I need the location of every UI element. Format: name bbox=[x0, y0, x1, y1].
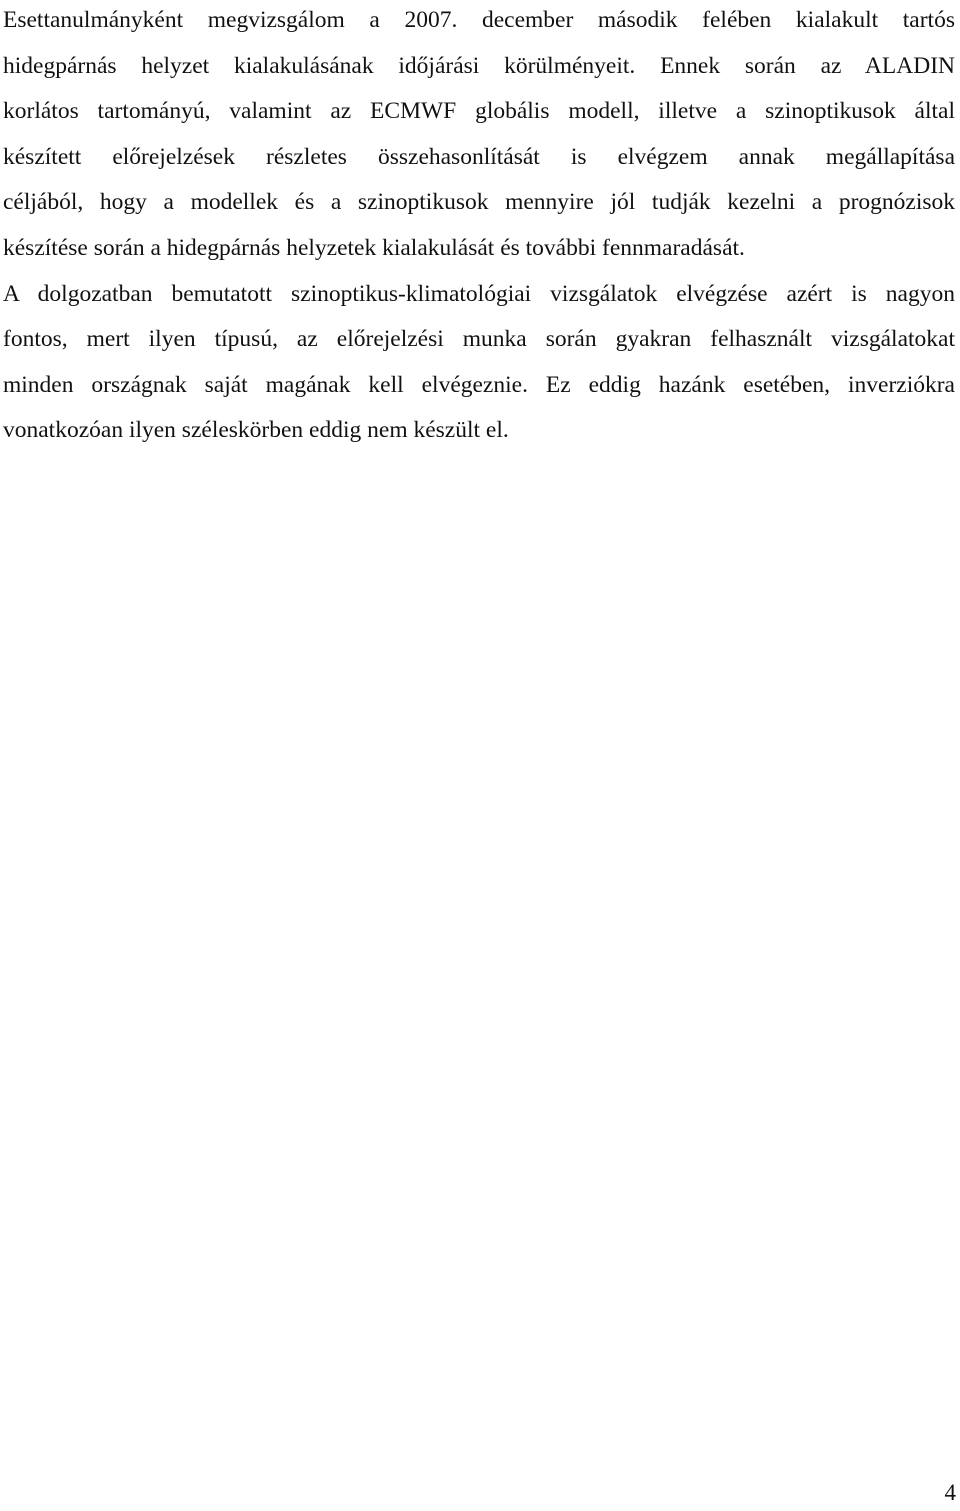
text-line: céljából, hogy a modellek és a szinoptikusok mennyire jól tudják kezelni a prognózisok bbox=[3, 189, 955, 216]
text-line: A dolgozatban bemutatott szinoptikus-klimatológiai vizsgálatok elvégzése azért is nagyon bbox=[3, 280, 955, 307]
body-text bbox=[3, 0, 955, 456]
text-line: Esettanulmányként megvizsgálom a 2007. december második felében kialakult tartós bbox=[3, 7, 955, 33]
page-number: 4 bbox=[944, 1480, 956, 1505]
text-line: készítése során a hidegpárnás helyzetek kialakulását és további fennmaradását. bbox=[3, 234, 745, 261]
text-line: minden országnak saját magának kell elvégeznie. Ez eddig hazánk esetében, inverziókra bbox=[3, 371, 955, 398]
text-line: fontos, mert ilyen típusú, az előrejelzési munka során gyakran felhasznált vizsgálatokat bbox=[3, 326, 955, 353]
text-line: vonatkozóan ilyen széleskörben eddig nem készült el. bbox=[3, 417, 509, 444]
text-line: korlátos tartományú, valamint az ECMWF globális modell, illetve a szinoptikusok által bbox=[3, 98, 955, 125]
text-line: készített előrejelzések részletes összehasonlítását is elvégzem annak megállapítása bbox=[3, 143, 955, 170]
text-line: hidegpárnás helyzet kialakulásának időjárási körülményeit. Ennek során az ALADIN bbox=[3, 52, 955, 79]
